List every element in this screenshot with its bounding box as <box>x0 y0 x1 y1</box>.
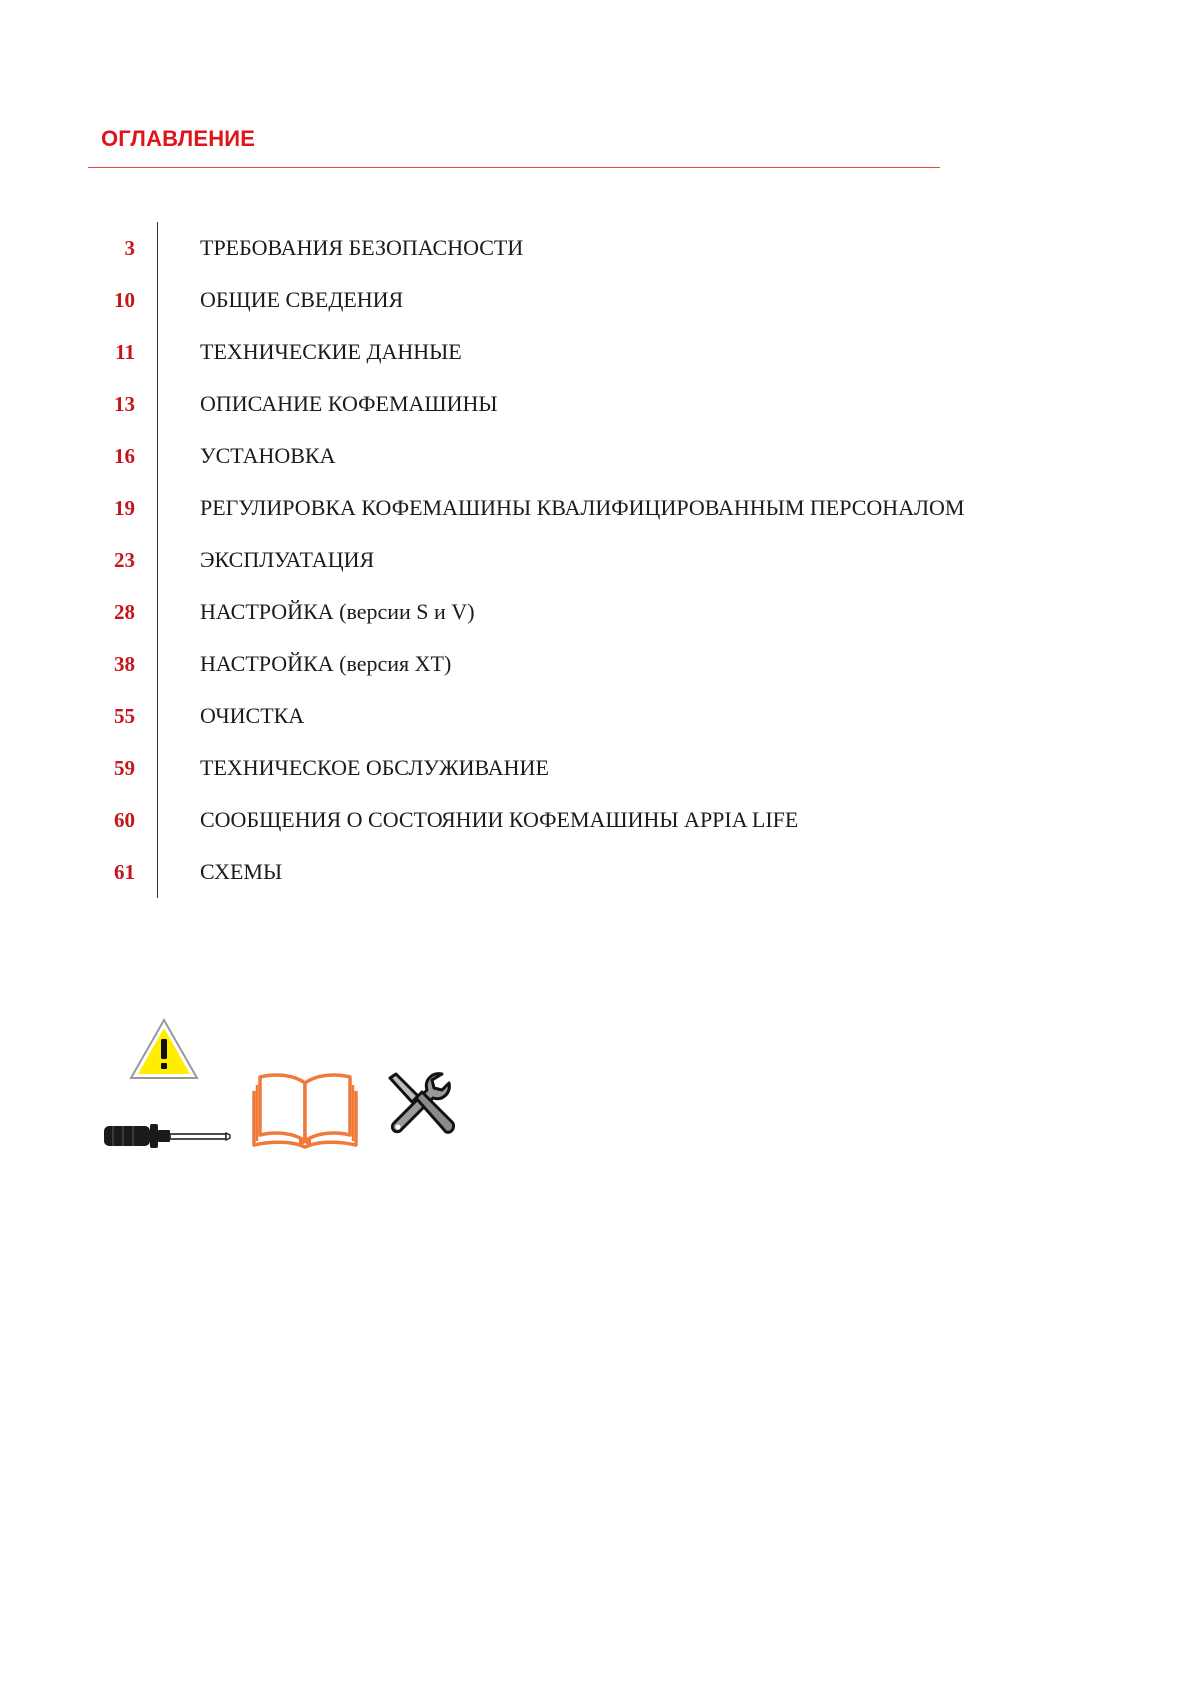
toc-entry[interactable] <box>90 690 1090 742</box>
toc-entry-title: ТРЕБОВАНИЯ БЕЗОПАСНОСТИ <box>200 235 524 260</box>
toc-entry-title: НАСТРОЙКА (версии S и V) <box>200 599 475 624</box>
toc-page-number: 13 <box>114 391 135 416</box>
screwdriver-icon <box>102 1120 232 1154</box>
toc-entry[interactable] <box>90 274 1090 326</box>
toc-page-number: 38 <box>114 651 135 676</box>
toc-entry-title: ОЧИСТКА <box>200 703 305 728</box>
toc-entry[interactable] <box>90 742 1090 794</box>
toc-page-number: 28 <box>114 599 135 624</box>
toc-entry-title: ОБЩИЕ СВЕДЕНИЯ <box>200 287 404 312</box>
toc-entry-title: ОПИСАНИЕ КОФЕМАШИНЫ <box>200 391 498 416</box>
toc-entry-title: ТЕХНИЧЕСКОЕ ОБСЛУЖИВАНИЕ <box>200 755 549 780</box>
toc-entry[interactable] <box>90 846 1090 898</box>
toc-entry-title: СХЕМЫ <box>200 859 283 884</box>
toc-entry[interactable] <box>90 482 1090 534</box>
heading-underline <box>88 167 940 168</box>
toc-entry[interactable] <box>90 638 1090 690</box>
toc-entry-title: ЭКСПЛУАТАЦИЯ <box>200 547 375 572</box>
toc-page-number: 60 <box>114 807 135 832</box>
toc-page-number: 23 <box>114 547 135 572</box>
toc-entry[interactable] <box>90 794 1090 846</box>
toc-entry[interactable] <box>90 326 1090 378</box>
toc-entry-title: ТЕХНИЧЕСКИЕ ДАННЫЕ <box>200 339 462 364</box>
toc-entry-title: СООБЩЕНИЯ О СОСТОЯНИИ КОФЕМАШИНЫ APPIA LIFE <box>200 807 799 832</box>
tools-icon <box>382 1068 462 1148</box>
toc-entry[interactable] <box>90 586 1090 638</box>
toc-entry[interactable] <box>90 222 1090 274</box>
toc-entry-title: НАСТРОЙКА (версия XT) <box>200 651 452 676</box>
toc-page-number: 59 <box>114 755 135 780</box>
toc-entry-title: РЕГУЛИРОВКА КОФЕМАШИНЫ КВАЛИФИЦИРОВАННЫМ ПЕРСОНАЛОМ <box>200 495 965 520</box>
toc-entry-title: УСТАНОВКА <box>200 443 336 468</box>
toc-entry[interactable] <box>90 430 1090 482</box>
toc-page-number: 61 <box>114 859 135 884</box>
toc-page-number: 16 <box>114 443 135 468</box>
toc-page-number: 55 <box>114 703 135 728</box>
manual-icon <box>250 1069 360 1151</box>
toc-page-number: 19 <box>114 495 135 520</box>
toc-entry[interactable] <box>90 378 1090 430</box>
toc-page-number: 10 <box>114 287 135 312</box>
warning-icon <box>128 1017 200 1081</box>
toc-entry[interactable] <box>90 534 1090 586</box>
toc-page-number: 11 <box>115 339 135 364</box>
table-of-contents <box>90 222 1090 898</box>
page-title: ОГЛАВЛЕНИЕ <box>101 126 256 151</box>
toc-page-number: 3 <box>124 235 135 260</box>
